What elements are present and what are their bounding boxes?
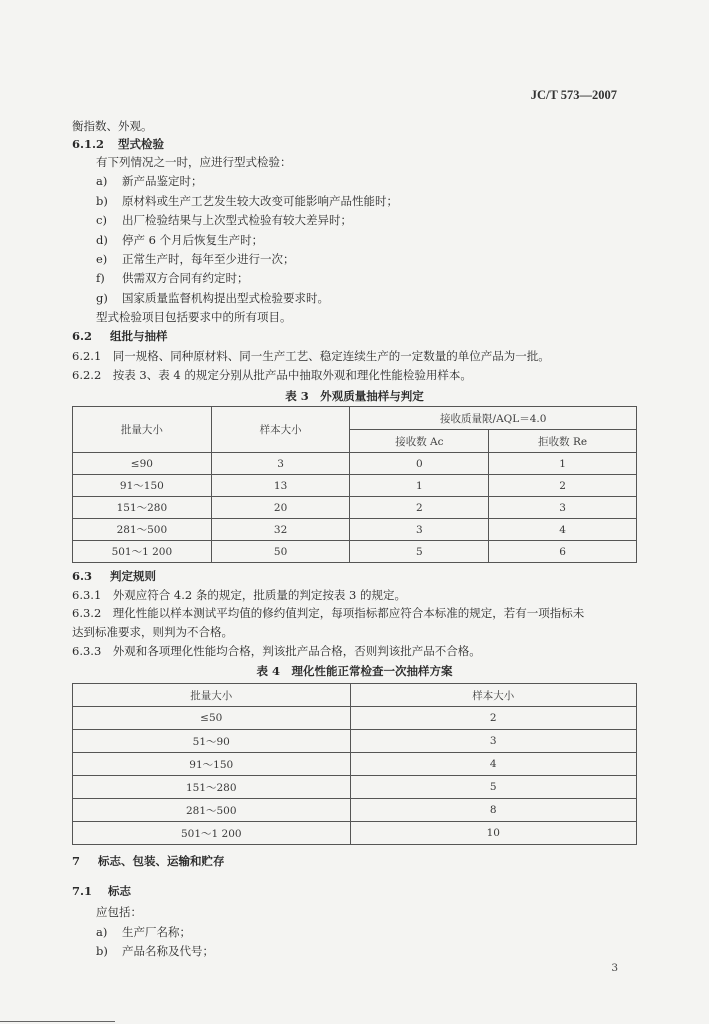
list-item — [96, 271, 249, 285]
list-text: 供需双方合同有约定时； — [122, 271, 249, 285]
cell-lot: 501～1 200 — [73, 822, 351, 845]
section-number: 7.1 — [72, 884, 93, 898]
header-lot-size: 批量大小 — [73, 684, 351, 707]
list-item — [96, 194, 398, 208]
cell-lot: 281～500 — [73, 519, 212, 541]
section-number: 6.1.2 — [72, 137, 105, 151]
clause-6-3-2: 6.3.2 理化性能以样本测试平均值的修约值判定，每项指标都应符合本标准的规定，若有一项指标未 — [72, 606, 585, 620]
paragraph: 应包括： — [96, 905, 142, 919]
cell-lot: ≤50 — [73, 707, 351, 730]
cell-sample: 3 — [350, 730, 636, 753]
list-label: c) — [96, 213, 107, 227]
cell-sample: 20 — [211, 497, 350, 519]
clause-6-3-3: 6.3.3 外观和各项理化性能均合格，判该批产品合格，否则判该批产品不合格。 — [72, 644, 481, 658]
list-item — [96, 925, 191, 939]
list-label: g) — [96, 291, 108, 305]
cell-re: 2 — [489, 475, 637, 497]
section-7-1-heading — [72, 884, 131, 898]
section-title: 标志、包装、运输和贮存 — [98, 854, 225, 868]
paragraph: 有下列情况之一时，应进行型式检验： — [96, 155, 292, 169]
section-number: 7 — [72, 854, 81, 868]
list-text: 正常生产时，每年至少进行一次； — [122, 252, 295, 266]
list-label: d) — [96, 233, 108, 247]
section-title: 标志 — [108, 884, 132, 898]
cell-ac: 5 — [350, 541, 489, 563]
section-number: 6.3 — [72, 569, 93, 583]
header-aql: 接收质量限/AQL＝4.0 — [350, 407, 637, 430]
cell-lot: 501～1 200 — [73, 541, 212, 563]
list-text: 停产 6 个月后恢复生产时； — [122, 233, 264, 247]
cell-lot: 281～500 — [73, 799, 351, 822]
list-label: b) — [96, 194, 108, 208]
header-lot-size: 批量大小 — [73, 407, 212, 453]
paragraph: 型式检验项目包括要求中的所有项目。 — [96, 310, 292, 324]
list-item — [96, 233, 264, 247]
cell-re: 3 — [489, 497, 637, 519]
cell-sample: 50 — [211, 541, 350, 563]
list-item — [96, 174, 203, 188]
clause-6-3-2-cont: 达到标准要求，则判为不合格。 — [72, 625, 233, 639]
list-text: 生产厂名称； — [122, 925, 191, 939]
cell-lot: 91～150 — [73, 475, 212, 497]
list-label: b) — [96, 944, 108, 958]
list-text: 原材料或生产工艺发生较大改变可能影响产品性能时； — [122, 194, 398, 208]
cell-sample: 13 — [211, 475, 350, 497]
table-4 — [72, 683, 637, 845]
footer-rule — [0, 1021, 115, 1022]
cell-sample: 4 — [350, 753, 636, 776]
cell-sample: 8 — [350, 799, 636, 822]
cell-lot: 91～150 — [73, 753, 351, 776]
list-item — [96, 291, 329, 305]
table-3-caption: 表 3 外观质量抽样与判定 — [285, 389, 424, 403]
list-text: 国家质量监督机构提出型式检验要求时。 — [122, 291, 329, 305]
section-number: 6.2 — [72, 329, 93, 343]
list-item — [96, 944, 214, 958]
continued-text: 衡指数、外观。 — [72, 119, 153, 133]
list-item — [96, 213, 352, 227]
cell-lot: 151～280 — [73, 776, 351, 799]
cell-ac: 3 — [350, 519, 489, 541]
header-reject-number: 拒收数 Re — [489, 430, 637, 453]
cell-re: 4 — [489, 519, 637, 541]
cell-lot: ≤90 — [73, 453, 212, 475]
header-sample-size: 样本大小 — [350, 684, 636, 707]
section-title: 判定规则 — [110, 569, 157, 583]
list-label: e) — [96, 252, 108, 266]
cell-sample: 32 — [211, 519, 350, 541]
section-6-3-heading — [72, 569, 156, 583]
section-6-2-heading — [72, 329, 168, 343]
standard-code: JC/T 573—2007 — [530, 88, 617, 102]
list-label: a) — [96, 925, 108, 939]
cell-lot: 51～90 — [73, 730, 351, 753]
cell-re: 6 — [489, 541, 637, 563]
list-text: 新产品鉴定时； — [122, 174, 203, 188]
list-label: f) — [96, 271, 105, 285]
page-number: 3 — [611, 962, 618, 974]
header-accept-number: 接收数 Ac — [350, 430, 489, 453]
list-label: a) — [96, 174, 108, 188]
cell-re: 1 — [489, 453, 637, 475]
cell-sample: 5 — [350, 776, 636, 799]
list-text: 产品名称及代号； — [122, 944, 214, 958]
cell-lot: 151～280 — [73, 497, 212, 519]
table-3 — [72, 406, 637, 563]
cell-ac: 1 — [350, 475, 489, 497]
clause-6-2-2: 6.2.2 按表 3、表 4 的规定分别从批产品中抽取外观和理化性能检验用样本。 — [72, 368, 472, 382]
cell-sample: 10 — [350, 822, 636, 845]
list-text: 出厂检验结果与上次型式检验有较大差异时； — [122, 213, 352, 227]
cell-ac: 0 — [350, 453, 489, 475]
section-title: 型式检验 — [118, 137, 165, 151]
table-4-caption: 表 4 理化性能正常检查一次抽样方案 — [256, 664, 453, 678]
section-6-1-2-heading — [72, 137, 164, 151]
section-title: 组批与抽样 — [110, 329, 168, 343]
section-7-heading — [72, 854, 225, 868]
cell-ac: 2 — [350, 497, 489, 519]
header-sample-size: 样本大小 — [211, 407, 350, 453]
clause-6-2-1: 6.2.1 同一规格、同种原材料、同一生产工艺、稳定连续生产的一定数量的单位产品为一批。 — [72, 349, 550, 363]
cell-sample: 2 — [350, 707, 636, 730]
list-item — [96, 252, 295, 266]
clause-6-3-1: 6.3.1 外观应符合 4.2 条的规定，批质量的判定按表 3 的规定。 — [72, 588, 406, 602]
cell-sample: 3 — [211, 453, 350, 475]
